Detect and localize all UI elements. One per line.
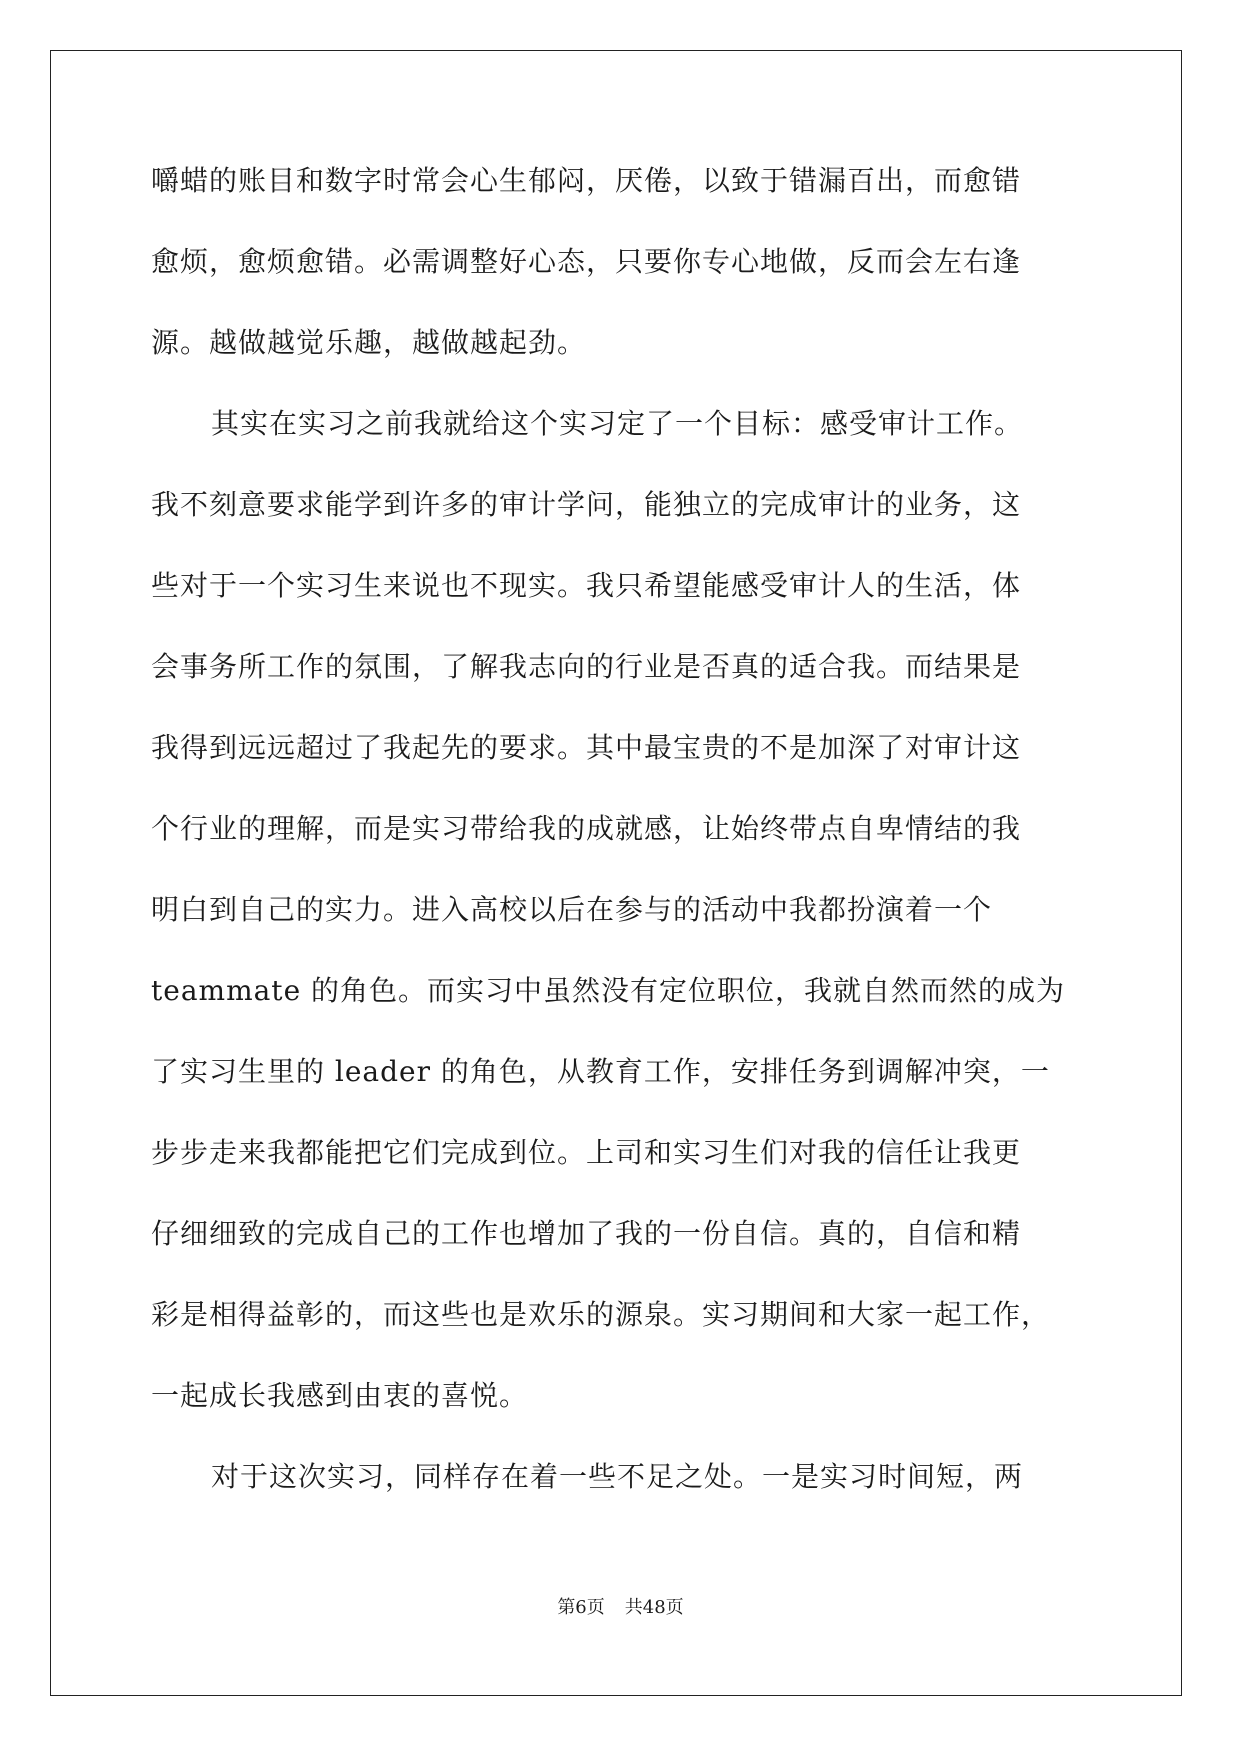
text-line: 源。越做越觉乐趣，越做越起劲。 bbox=[151, 326, 587, 359]
page-footer bbox=[0, 1596, 1241, 1620]
text-line: 仔细细致的完成自己的工作也增加了我的一份自信。真的，自信和精 bbox=[151, 1217, 1022, 1250]
page-number-total: 共48页 bbox=[624, 1597, 684, 1618]
text-line: 些对于一个实习生来说也不现实。我只希望能感受审计人的生活，体 bbox=[151, 569, 1022, 602]
text-line: 一起成长我感到由衷的喜悦。 bbox=[151, 1379, 529, 1412]
page-number-current: 第6页 bbox=[557, 1597, 605, 1618]
paragraph-start-line: 对于这次实习，同样存在着一些不足之处。一是实习时间短，两 bbox=[211, 1460, 1024, 1493]
text-line: 愈烦，愈烦愈错。必需调整好心态，只要你专心地做，反而会左右逢 bbox=[151, 245, 1022, 278]
text-line: 步步走来我都能把它们完成到位。上司和实习生们对我的信任让我更 bbox=[151, 1136, 1022, 1169]
text-line: 了实习生里的 leader 的角色，从教育工作，安排任务到调解冲突，一 bbox=[151, 1055, 1050, 1088]
text-line: 个行业的理解，而是实习带给我的成就感，让始终带点自卑情结的我 bbox=[151, 812, 1022, 845]
text-line: 嚼蜡的账目和数字时常会心生郁闷，厌倦，以致于错漏百出，而愈错 bbox=[151, 164, 1022, 197]
text-line: 彩是相得益彰的，而这些也是欢乐的源泉。实习期间和大家一起工作， bbox=[151, 1298, 1051, 1331]
document-body bbox=[151, 160, 1091, 1537]
paragraph-start-line: 其实在实习之前我就给这个实习定了一个目标：感受审计工作。 bbox=[211, 407, 1024, 440]
text-line: 我得到远远超过了我起先的要求。其中最宝贵的不是加深了对审计这 bbox=[151, 731, 1022, 764]
text-line: 我不刻意要求能学到许多的审计学问，能独立的完成审计的业务，这 bbox=[151, 488, 1022, 521]
text-line: teammate 的角色。而实习中虽然没有定位职位，我就自然而然的成为 bbox=[151, 974, 1066, 1007]
text-line: 会事务所工作的氛围，了解我志向的行业是否真的适合我。而结果是 bbox=[151, 650, 1022, 683]
text-line: 明白到自己的实力。进入高校以后在参与的活动中我都扮演着一个 bbox=[151, 893, 993, 926]
